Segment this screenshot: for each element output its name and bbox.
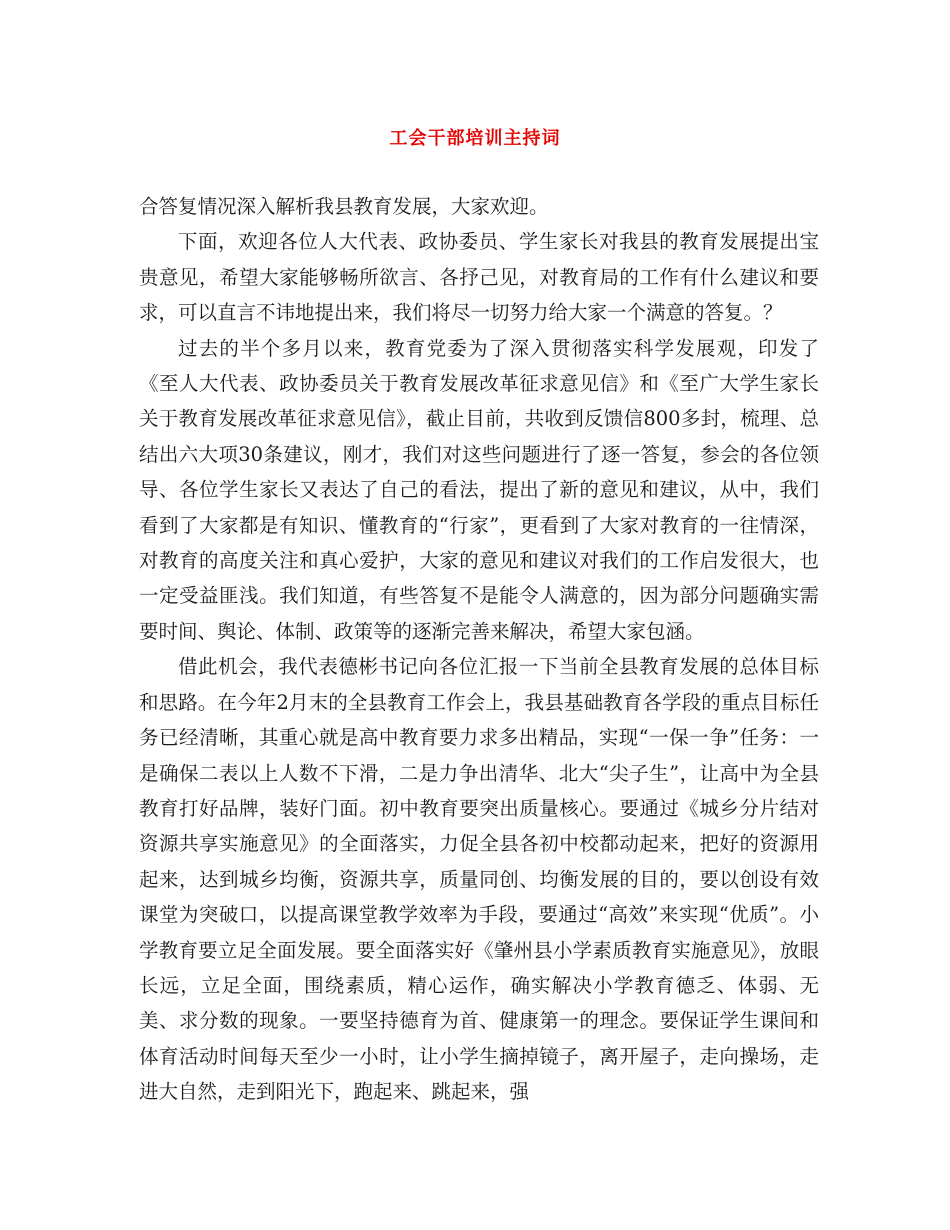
paragraph-continuation: 合答复情况深入解析我县教育发展，大家欢迎。	[139, 195, 549, 218]
paragraph-education-goals: 借此机会，我代表德彬书记向各位汇报一下当前全县教育发展的总体目标和思路。在今年2月末的全县教育工作会上，我县基础教育各学段的重点目标任务已经清晰，其重心就是高中教育要力求多出精品，实现“一保一争”任务：一是确保二表以上人数不下滑，二是力争出清华、北大“尖子生”，让高中为全县教育打好品牌，装好门面。初中教育要突出质量核心。要通过《城乡分片结对资源共享实施意见》的全面落实，力促全县各初中校都动起来，把好的资源用起来，达到城乡均衡，资源共享，质量同创、均衡发展的目的，要以创设有效课堂为突破口，以提高课堂教学效率为手段，要通过“高效”来实现“优质”。小学教育要立足全面发展。要全面落实好《肇州县小学素质教育实施意见》，放眼长远，立足全面，围绕素质，精心运作，确实解决小学教育德乏、体弱、无美、求分数的现象。一要坚持德育为首、健康第一的理念。要保证学生课间和体育活动时间每天至少一小时，让小学生摘掉镜子，离开屋子，走向操场，走进大自然，走到阳光下，跑起来、跳起来，强	[139, 655, 819, 1104]
document-title: 工会干部培训主持词	[389, 128, 561, 149]
document-body	[139, 189, 819, 1110]
paragraph-feedback-summary: 过去的半个多月以来，教育党委为了深入贯彻落实科学发展观，印发了《至人大代表、政协委员关于教育发展改革征求意见信》和《至广大学生家长关于教育发展改革征求意见信》，截止目前，共收到反馈信800多封，梳理、总结出六大项30条建议，刚才，我们对这些问题进行了逐一答复，参会的各位领导、各位学生家长又表达了自己的看法，提出了新的意见和建议，从中，我们看到了大家都是有知识、懂教育的“行家”，更看到了大家对教育的一往情深，对教育的高度关注和真心爱护，大家的意见和建议对我们的工作启发很大，也一定受益匪浅。我们知道，有些答复不是能令人满意的，因为部分问题确实需要时间、舆论、体制、政策等的逐渐完善来解决，希望大家包涵。	[139, 336, 819, 643]
paragraph-invitation: 下面，欢迎各位人大代表、政协委员、学生家长对我县的教育发展提出宝贵意见，希望大家能够畅所欲言、各抒己见，对教育局的工作有什么建议和要求，可以直言不讳地提出来，我们将尽一切努力给大家一个满意的答复。？	[139, 230, 819, 325]
